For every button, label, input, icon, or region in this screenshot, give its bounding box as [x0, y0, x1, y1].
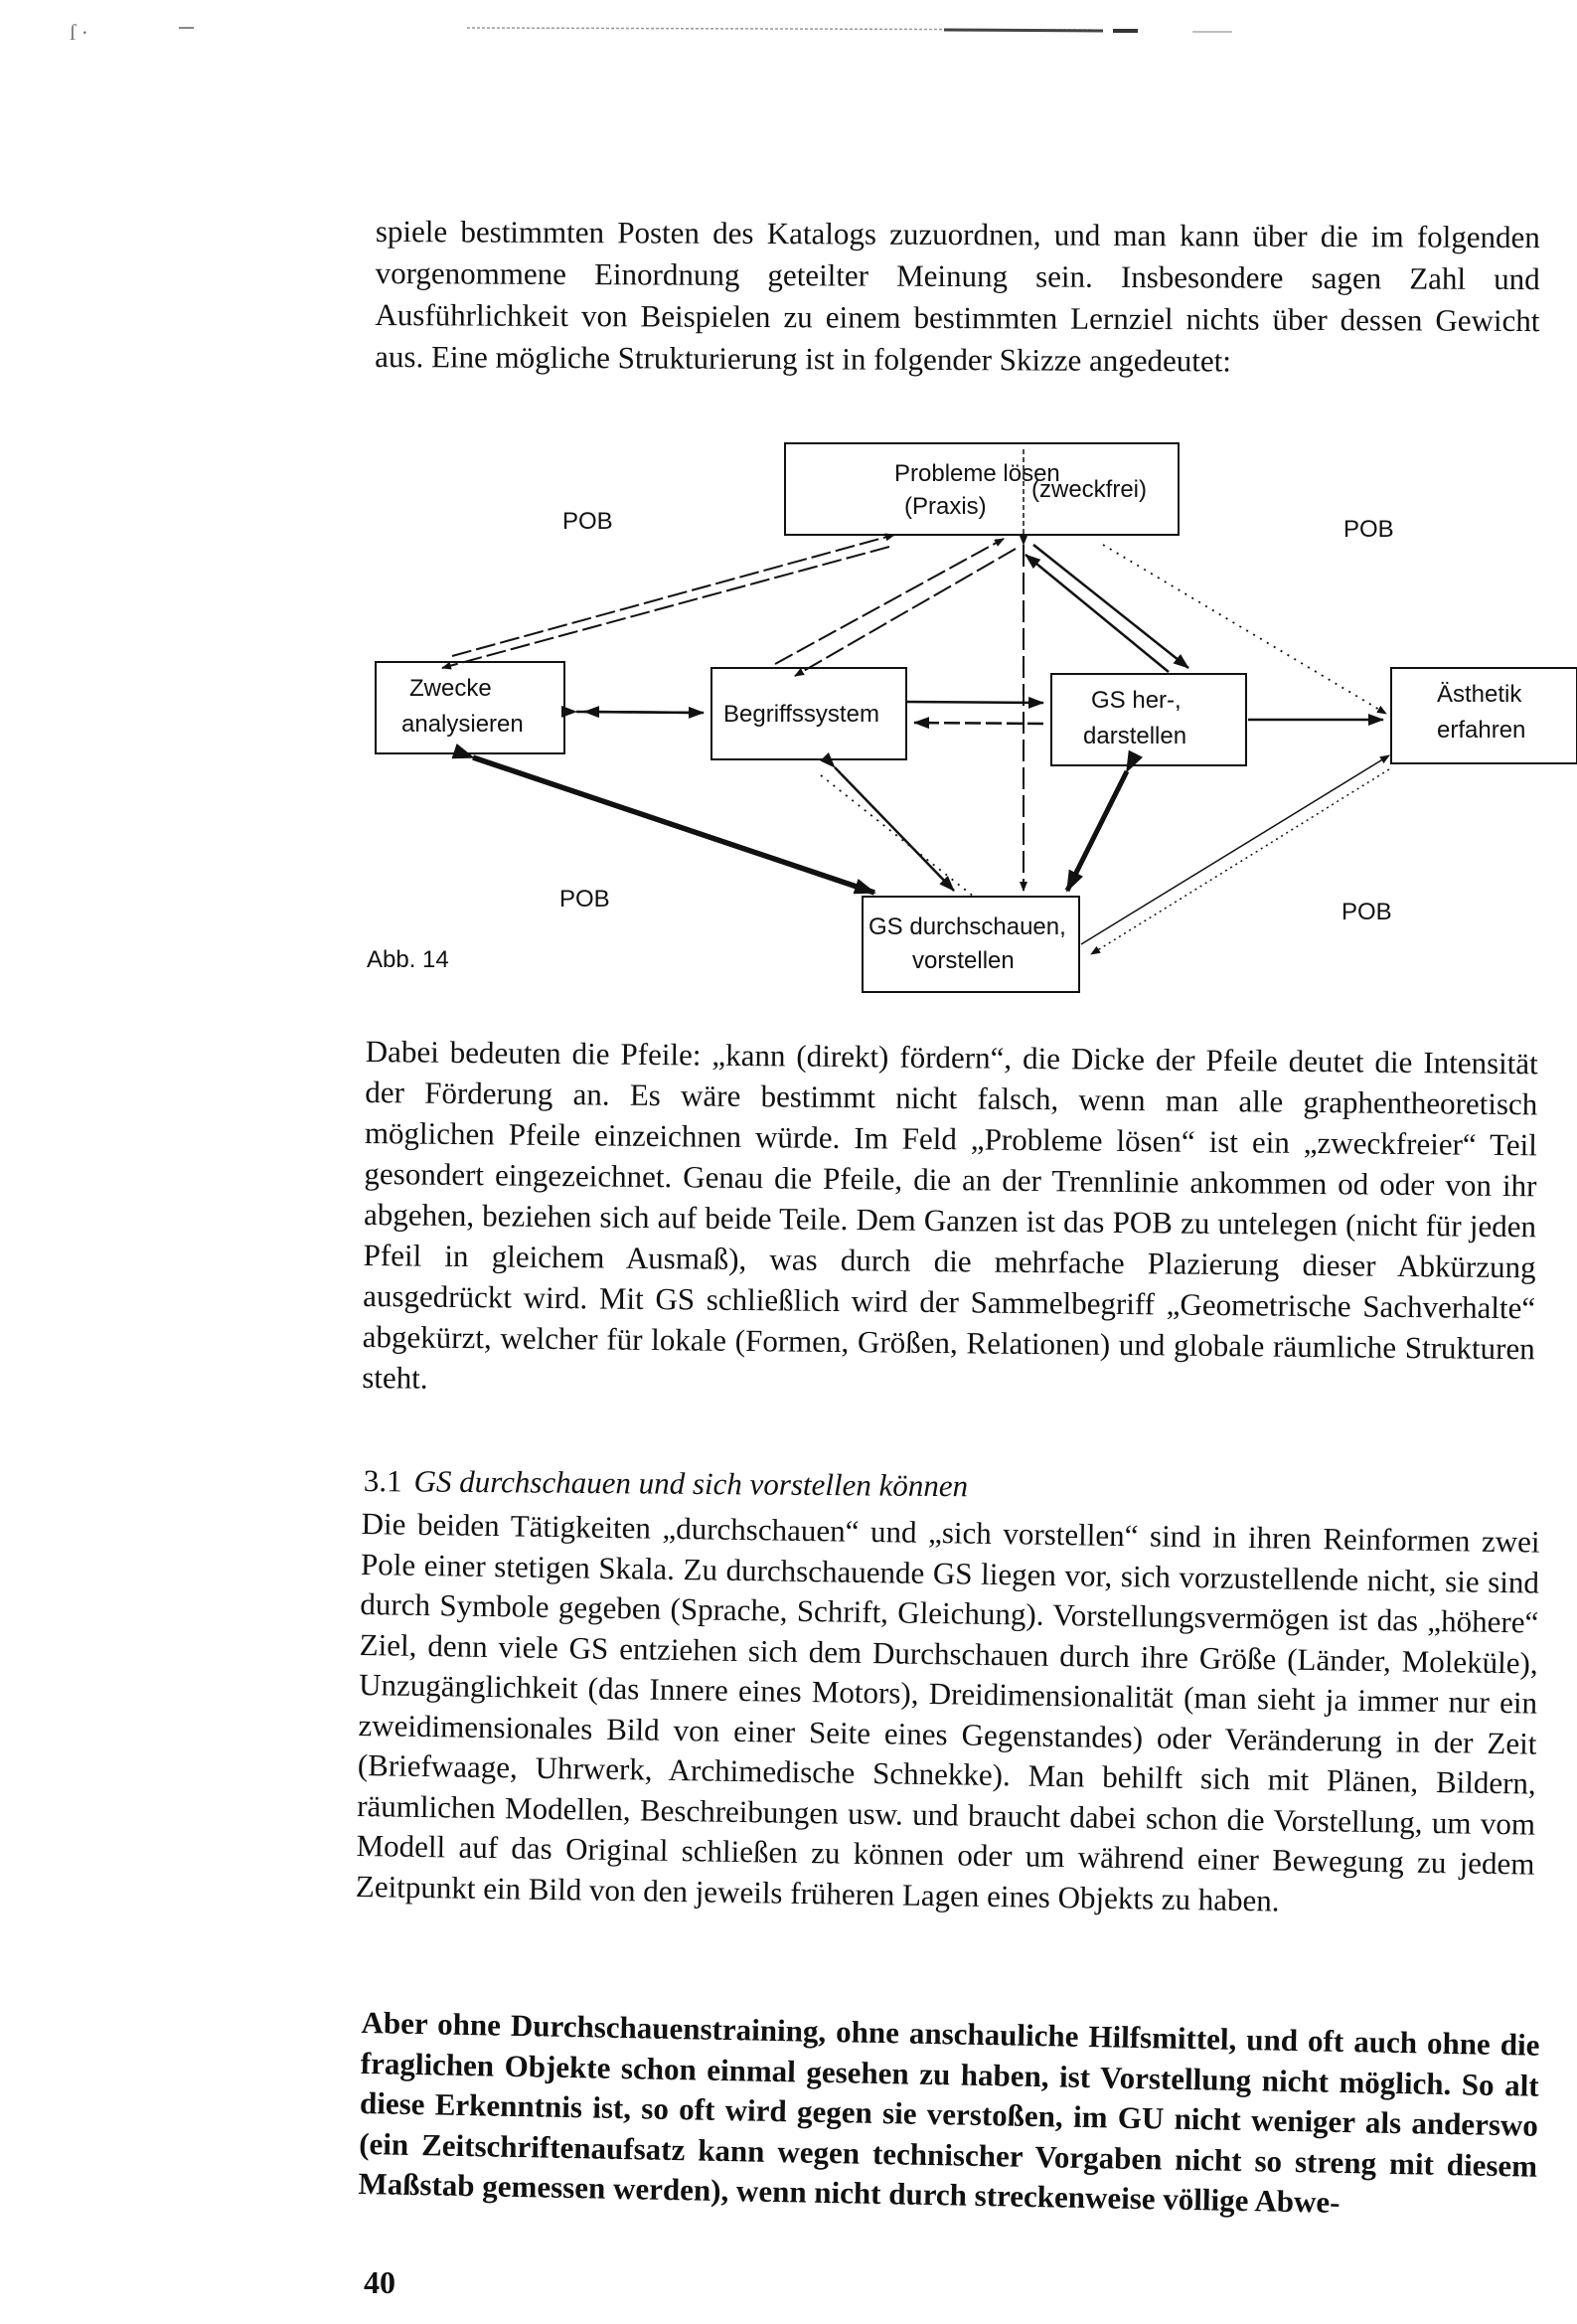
page-number: 40: [364, 2264, 395, 2300]
gs-her-label: GS her-,: [1091, 687, 1182, 714]
begriffssystem-label: Begriffssystem: [723, 701, 879, 728]
aesthetik-label: Ästhetik: [1437, 681, 1522, 708]
zweckfrei-label: (zweckfrei): [1031, 476, 1148, 503]
figure-label: Abb. 14: [367, 946, 449, 973]
section-number: 3.1: [363, 1462, 402, 1499]
analysieren-label: analysieren: [401, 711, 524, 738]
intro-paragraph: spiele bestimmten Posten des Katalogs zuzuordnen, und man kann über die im folgenden vorgenommene Einordnung geteilter Meinung sein. Insbesondere sagen Zahl und Ausführlichkeit von Beispielen zu einem bestimmten Lernziel nichts über dessen Gewicht aus. Eine mögliche Strukturierung ist in folgender Skizze angedeutet:: [375, 213, 1540, 379]
structure-diagram: [0, 0, 1577, 1014]
node-probleme-loesen: [785, 443, 1179, 537]
section-title: GS durchschauen und sich vorstellen können: [413, 1463, 969, 1504]
final-paragraph: Aber ohne Durchschauenstraining, ohne anschauliche Hilfsmittel, und oft auch ohne die fraglichen Objekte schon einmal gesehen zu haben, ist Vorstellung nicht möglich. So alt diese Erkenntnis ist, so oft wird gegen sie verstoßen, im GU nicht weniger als anderswo (ein Zeitschriftenaufsatz kann wegen technischer Vorgaben nicht so streng mit diesem Maßstab gemessen werden), wenn nicht durch streckenweise völlige Abwe-: [358, 2004, 1540, 2220]
vorstellen-label: vorstellen: [912, 947, 1015, 974]
gs-durchschauen-label: GS durchschauen,: [868, 913, 1066, 940]
darstellen-label: darstellen: [1083, 723, 1187, 749]
section-paragraph: Die beiden Tätigkeiten „durchschauen“ und „sich vorstellen“ sind in ihren Reinformen zwei Pole einer stetigen Skala. Zu durchschauende GS liegen vor, sich vorzustellende nicht, sie sind durch Symbole gegeben (Sprache, Schrift, Gleichung). Vorstellungsvermögen ist das „höhere“ Ziel, denn viele GS entziehen sich dem Durchschauen durch ihre Größe (Länder, Moleküle), Unzugänglichkeit (das Innere eines Motors), Dreidimensionalität (man sieht ja immer nur ein zweidimensionales Bild von einer Seite eines Gegenstandes) oder Veränderung in der Zeit (Briefwaage, Uhrwerk, Archimedische Schnekke). Man behilft sich mit Plänen, Bildern, räumlichen Modellen, Beschreibungen usw. und braucht dabei schon die Vorstellung, um vom Modell auf das Original schließen zu können oder um während einer Bewegung zu jedem Zeitpunkt ein Bild von den jeweils früheren Lagen eines Objekts zu haben.: [355, 1505, 1540, 1918]
svg-text:ſ ·: ſ ·: [70, 20, 88, 45]
node-zwecke-analysieren: [376, 662, 564, 753]
explanation-paragraph: Dabei bedeuten die Pfeile: „kann (direkt) fördern“, die Dicke der Pfeile deutet die Intensität der Förderung an. Es wäre bestimmt nicht falsch, wenn man alle graphentheoretisch möglichen Pfeile einzeichnen würde. Im Feld „Probleme lösen“ ist ein „zweckfreier“ Teil gesondert eingezeichnet. Genau die Pfeile, die an der Trennlinie ankommen od oder von ihr abgehen, beziehen sich auf beide Teile. Dem Ganzen ist das POB zu untelegen (nicht für jeden Pfeil in gleichem Ausmaß), was durch die mehrfache Plazierung dieser Abkürzung ausgedrückt wird. Mit GS schließlich wird der Sammelbegriff „Geometrische Sachverhalte“ abgekürzt, welcher für lokale (Formen, Größen, Relationen) und globale räumliche Strukturen steht.: [362, 1033, 1538, 1396]
node-gs-her-darstellen: [1051, 674, 1246, 765]
probleme-label: Probleme lösen: [894, 460, 1060, 487]
pob-label-3: POB: [559, 886, 610, 913]
pob-label-4: POB: [1341, 899, 1392, 925]
node-aesthetik-erfahren: [1391, 668, 1577, 763]
zwecke-label: Zwecke: [409, 675, 492, 702]
node-begriffssystem: [711, 668, 906, 759]
erfahren-label: erfahren: [1437, 717, 1526, 744]
praxis-label: (Praxis): [904, 493, 987, 520]
section-heading: [364, 1461, 969, 1506]
node-gs-durchschauen: [863, 897, 1079, 992]
pob-label-2: POB: [1343, 516, 1394, 543]
pob-label-1: POB: [562, 508, 613, 535]
